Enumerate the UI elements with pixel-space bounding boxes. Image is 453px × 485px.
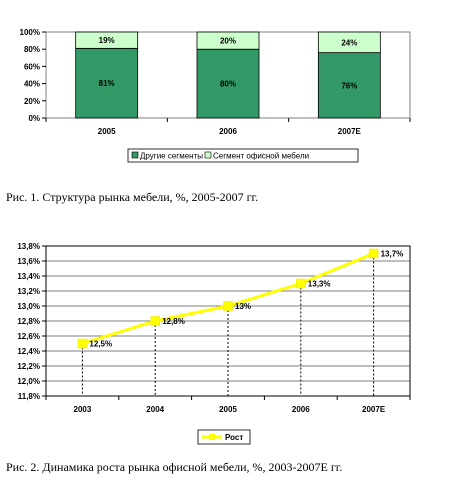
y-tick-label: 11,8%	[17, 392, 40, 401]
y-tick-label: 12,8%	[17, 317, 40, 326]
y-tick-label: 80%	[23, 45, 40, 55]
data-label: 80%	[219, 79, 237, 89]
y-tick-label: 20%	[23, 96, 40, 106]
data-label: 20%	[219, 36, 237, 46]
x-tick-label: 2005	[219, 405, 237, 414]
data-label: 13,3%	[307, 279, 331, 289]
legend-label: Другие сегменты	[140, 151, 203, 161]
y-tick-label: 12,0%	[17, 377, 40, 386]
x-tick-label: 2006	[219, 127, 237, 136]
data-label: 12,5%	[89, 339, 113, 349]
data-label: 13%	[235, 302, 252, 311]
y-tick-label: 40%	[23, 79, 40, 89]
legend-2	[198, 430, 250, 444]
data-point	[78, 339, 87, 348]
x-tick-label: 2006	[291, 405, 310, 414]
data-label: 81%	[98, 79, 115, 89]
data-point	[369, 249, 378, 258]
x-tick-label: 2007E	[337, 127, 361, 136]
y-tick-label: 60%	[23, 62, 40, 72]
legend-label: Сегмент офисной мебели	[212, 151, 310, 161]
y-tick-label: 12,2%	[17, 362, 40, 371]
data-label: 12,8%	[162, 317, 185, 326]
y-tick-label: 13,2%	[17, 287, 40, 296]
data-point	[151, 317, 160, 326]
data-label: 19%	[98, 36, 115, 46]
x-tick-label: 2007E	[362, 405, 386, 414]
figure-caption-2: Рис. 2. Динамика роста рынка офисной мебели, %, 2003-2007E гг.	[6, 460, 343, 474]
y-tick-label: 13,6%	[17, 257, 40, 266]
data-label: 13,7%	[380, 249, 404, 259]
x-tick-label: 2003	[73, 405, 92, 414]
legend-marker	[209, 434, 215, 440]
y-tick-label: 12,6%	[17, 332, 40, 341]
x-tick-label: 2005	[97, 127, 116, 136]
data-point	[224, 302, 233, 311]
x-tick-label: 2004	[146, 405, 165, 414]
data-point	[296, 279, 305, 288]
y-tick-label: 0%	[28, 114, 40, 123]
legend-label: Рост	[225, 433, 244, 442]
y-tick-label: 13,4%	[17, 272, 40, 281]
figure-caption-1: Рис. 1. Структура рынка мебели, %, 2005-2007 гг.	[6, 190, 259, 204]
data-label: 76%	[341, 81, 358, 91]
y-tick-label: 13,8%	[17, 242, 40, 251]
y-tick-label: 100%	[19, 28, 40, 37]
y-tick-label: 13,0%	[17, 302, 40, 311]
y-tick-label: 12,4%	[17, 347, 40, 356]
data-label: 24%	[341, 38, 358, 48]
